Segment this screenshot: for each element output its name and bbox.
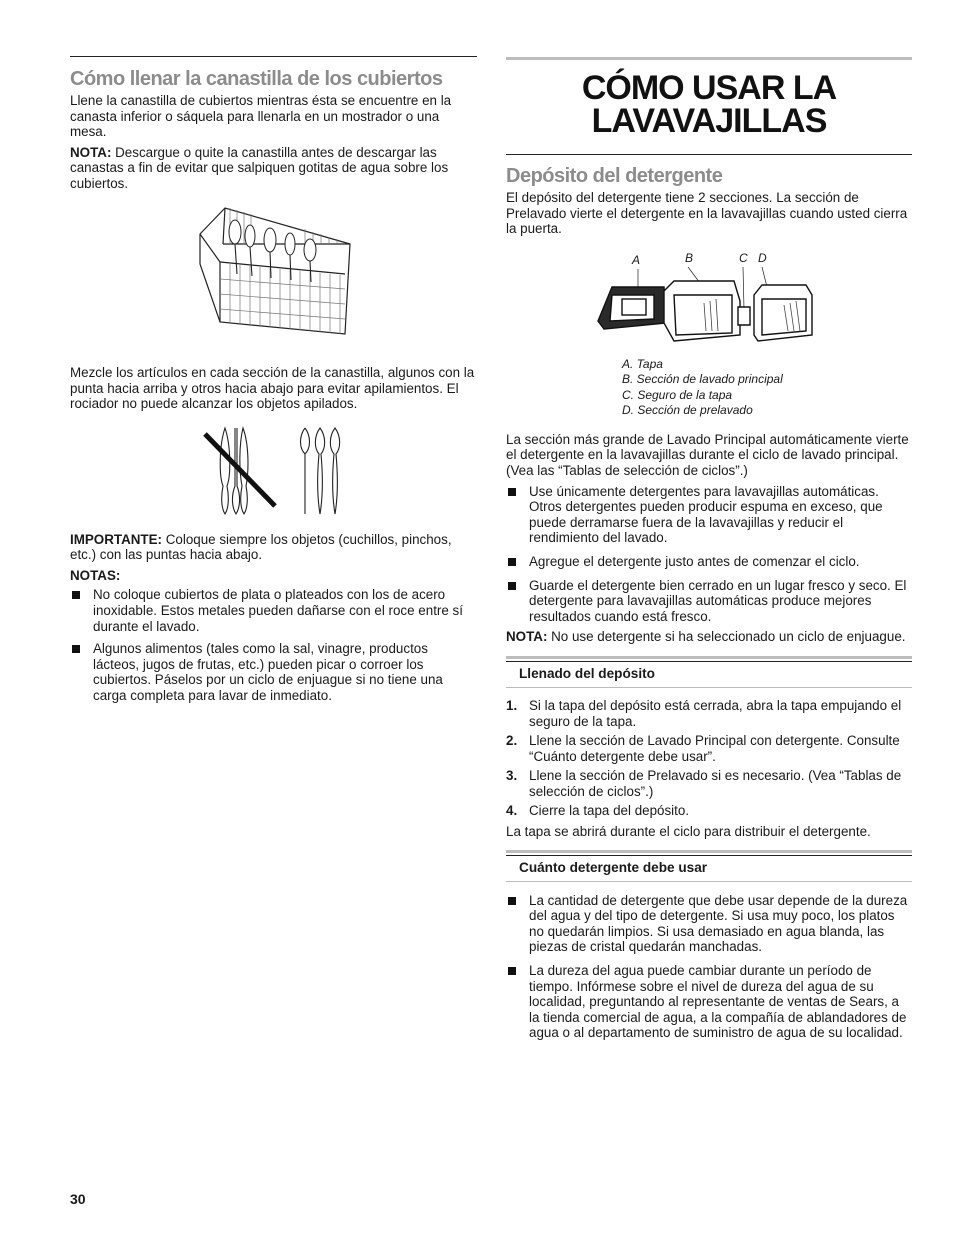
legend-item: C. Seguro de la tapa (622, 387, 733, 402)
notes-list (70, 587, 477, 703)
basket-heading: Cómo llenar la canastilla de los cubiertos (70, 68, 443, 90)
top-rule-right (506, 57, 912, 60)
list-item: 3. Llene la sección de Prelavado si es necesario. (Vea “Tablas de selección de ciclos”.) (506, 768, 902, 799)
fill-section-rule (506, 656, 912, 662)
fill-after-text: La tapa se abrirá durante el ciclo para distribuir el detergente. (506, 824, 871, 840)
amount-section-rule (506, 850, 912, 856)
list-item: No coloque cubiertos de plata o plateados con los de acero inoxidable. Estos metales pueden dañarse con el roce entre sí durante el lavado. (70, 587, 477, 634)
list-item: La cantidad de detergente que debe usar depende de la dureza del agua y del tipo de detergente. Si usa muy poco, los platos no quedarán limpios. Si usa demasiado en agua blanda, las piezas de cristal quedarán manchadas. (506, 893, 912, 955)
legend-item: A. Tapa (622, 356, 663, 371)
figure-label-b: B (685, 250, 694, 265)
figure-legend (622, 357, 912, 419)
notes-label: NOTAS: (70, 567, 121, 583)
silverware-basket-illustration (70, 204, 477, 358)
basket-intro: Llene la canastilla de cubiertos mientras ésta se encuentre en la canasta inferior o sáquela para llenarla en un mostrador o una mesa. (70, 93, 452, 140)
main-wash-text: La sección más grande de Lavado Principal automáticamente vierte el detergente en la lavavajillas durante el ciclo de lavado principal. (Vea las “Tablas de selección de ciclos”.) (506, 431, 909, 478)
detergent-intro: El depósito del detergente tiene 2 secciones. La sección de Prelavado vierte el detergente en la lavavajillas cuando usted cierra la puerta. (506, 190, 908, 237)
basket-note: NOTA: Descargue o quite la canastilla antes de descargar las canastas a fin de evitar que salpiquen gotitas de agua sobre los cubiertos. (70, 144, 449, 191)
page-title: CÓMO USAR LA LAVAVAJILLAS (581, 69, 837, 140)
list-item: 1. Si la tapa del depósito está cerrada, abra la tapa empujando el seguro de la tapa. (506, 697, 902, 729)
fill-heading: Llenado del depósito (519, 665, 655, 681)
list-item: 4. Cierre la tapa del depósito. (506, 803, 690, 819)
list-item: Use únicamente detergentes para lavavajillas automáticas. Otros detergentes pueden producir espuma en exceso, que puede derramarse fuera de la lavavajillas y reducir el rendimiento del lavado. (506, 484, 912, 546)
utensil-orientation-illustration (70, 426, 477, 520)
left-column (70, 56, 477, 703)
detergent-dispenser-icon (594, 251, 824, 351)
amount-heading-underline (506, 881, 912, 882)
detergent-bullets (506, 484, 912, 625)
list-item: 2. Llene la sección de Lavado Principal con detergente. Consulte “Cuánto detergente debe usar”. (506, 733, 900, 764)
list-item: La dureza del agua puede cambiar durante un período de tiempo. Infórmese sobre el nivel de dureza del agua de su localidad, preguntando al representante de ventas de Sears, a la tienda comercial de agua, a la compañía de ablandadores de agua o al departamento de suministro de agua de su localidad. (506, 963, 912, 1041)
silverware-basket-icon (195, 204, 355, 354)
figure-label-d: D (758, 250, 767, 265)
figure-label-c: C (739, 250, 748, 265)
fill-heading-underline (506, 687, 912, 688)
right-column (506, 57, 912, 1041)
fill-steps (506, 698, 912, 819)
mix-text: Mezcle los artículos en cada sección de la canastilla, algunos con la punta hacia arriba y otros hacia abajo para evitar apilamientos. El rociador no puede alcanzar los objetos apilados. (70, 365, 475, 412)
list-item: Agregue el detergente justo antes de comenzar el ciclo. (506, 554, 912, 570)
dispenser-figure (594, 251, 824, 351)
important-note: IMPORTANTE: Coloque siempre los objetos (cuchillos, pinchos, etc.) con las puntas hacia abajo. (70, 531, 452, 563)
amount-bullets (506, 893, 912, 1041)
legend-item: B. Sección de lavado principal (622, 372, 783, 387)
title-rule (506, 154, 912, 155)
list-item: Algunos alimentos (tales como la sal, vinagre, productos lácteos, jugos de frutas, etc.) pueden picar o corroer los cubiertos. Páselos por un ciclo de enjuague si no tiene una carga completa para lavar de inmediato. (70, 641, 477, 703)
legend-item: D. Sección de prelavado (622, 403, 753, 418)
utensils-up-down-icon (195, 426, 355, 516)
detergent-heading: Depósito del detergente (506, 165, 723, 187)
page-number: 30 (70, 1191, 86, 1207)
top-rule-left (70, 56, 477, 57)
amount-heading: Cuánto detergente debe usar (519, 859, 708, 875)
rinse-note: NOTA: No use detergente si ha seleccionado un ciclo de enjuague. (506, 629, 906, 645)
figure-label-a: A (632, 252, 641, 267)
list-item: Guarde el detergente bien cerrado en un lugar fresco y seco. El detergente para lavavajillas automáticas produce mejores resultados cuando está fresco. (506, 578, 912, 625)
